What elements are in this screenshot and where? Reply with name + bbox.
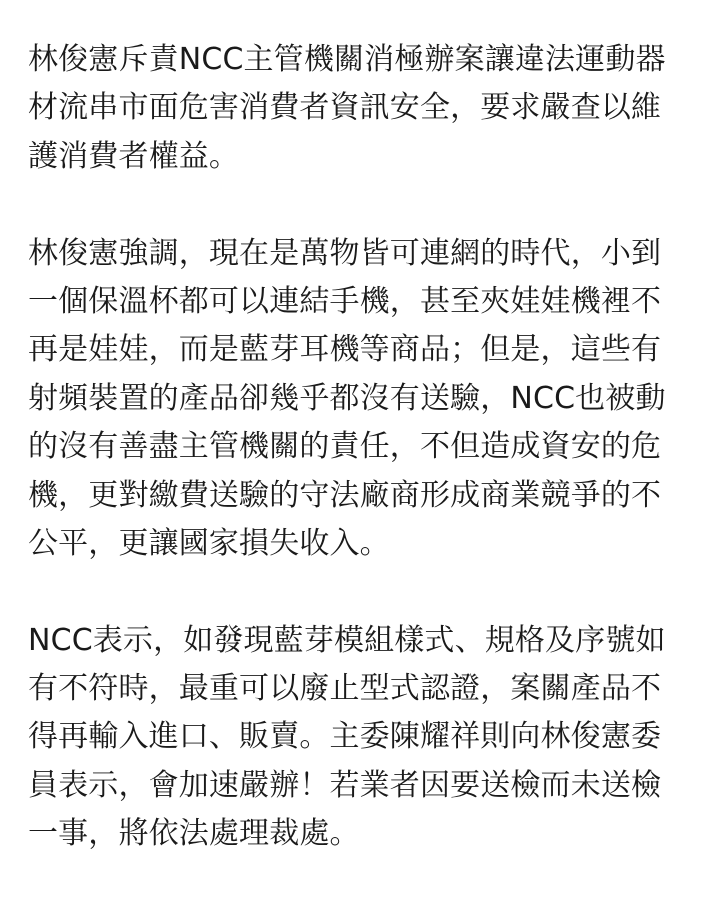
text-line: 射頻裝置的產品卻幾乎都沒有送驗，NCC也被動 (28, 380, 666, 416)
text-line: 林俊憲斥責NCC主管機關消極辦案讓違法運動器 (28, 42, 666, 77)
text-line: 林俊憲強調，現在是萬物皆可連網的時代，小到 (28, 235, 662, 271)
text-line: 公平，更讓國家損失收入。 (28, 525, 390, 561)
article-body (28, 36, 692, 859)
text-line: 一事，將依法處理裁處。 (28, 816, 360, 852)
text-line: NCC表示，如發現藍芽模組樣式、規格及序號如 (28, 622, 666, 658)
text-line: 一個保溫杯都可以連結手機，甚至夾娃娃機裡不 (28, 283, 662, 319)
text-line: 得再輸入進口、販賣。主委陳耀祥則向林俊憲委 (28, 719, 662, 755)
text-line: 有不符時，最重可以廢止型式認證，案關產品不 (28, 671, 662, 707)
text-line: 材流串市面危害消費者資訊安全，要求嚴查以維 (28, 90, 662, 126)
text-line: 再是娃娃，而是藍芽耳機等商品；但是，這些有 (28, 332, 662, 368)
paragraph-1 (28, 36, 692, 181)
paragraph-3 (28, 617, 692, 859)
text-line: 的沒有善盡主管機關的責任，不但造成資安的危 (28, 429, 662, 465)
paragraph-2 (28, 230, 692, 569)
text-line: 機，更對繳費送驗的守法廠商形成商業競爭的不 (28, 477, 662, 513)
text-line: 員表示，會加速嚴辦！若業者因要送檢而未送檢 (28, 767, 662, 803)
text-line: 護消費者權益。 (28, 138, 240, 174)
